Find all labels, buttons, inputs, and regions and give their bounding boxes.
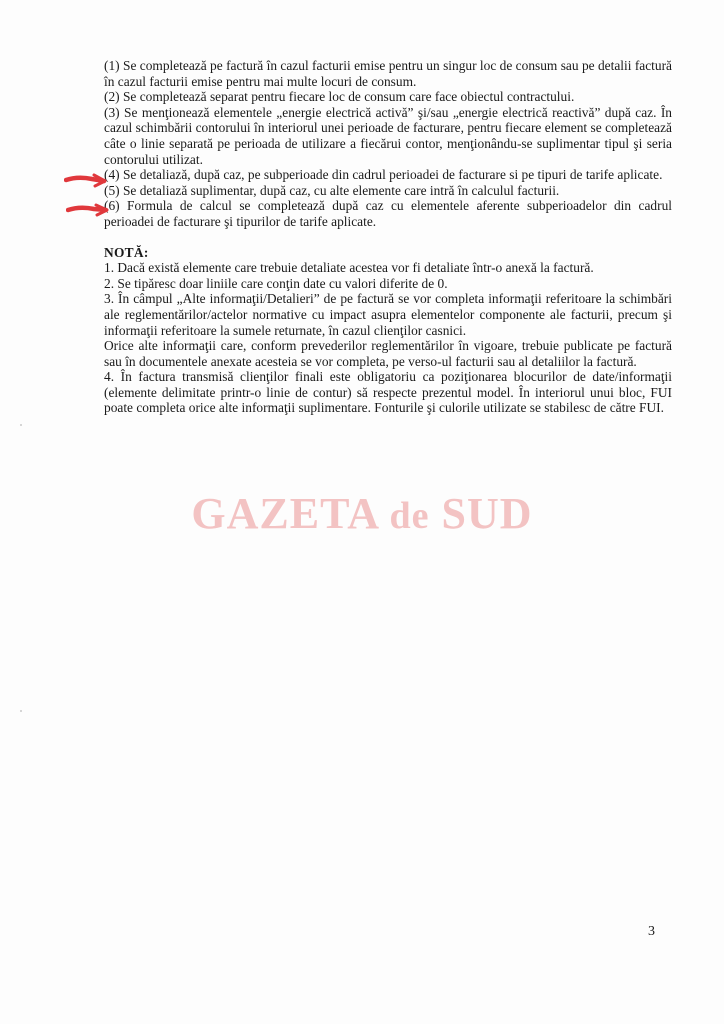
watermark-part-2: de [389,495,430,537]
footnote-6: (6) Formula de calcul se completează după caz cu elementele aferente subperioadelor din cadrul perioadei de facturare şi tipurilor de tarife aplicate. [104,198,672,229]
footnote-4: (4) Se detaliază, după caz, pe subperioade din cadrul perioadei de facturare si pe tipuri de tarife aplicate. [104,167,663,183]
nota-heading: NOTĂ: [104,244,149,260]
red-pen-arrow-icon [66,202,110,218]
nota-item-3: 3. În câmpul „Alte informaţii/Detalieri” de pe factură se vor completa informaţii referitoare la schimbări ale reglementărilor/actelor normative cu impact asupra elementelor componente ale facturii, precum şi informaţii referitoare la sumele returnate, în cazul clienţilor casnici. [104,291,672,338]
document-body [104,58,672,416]
watermark-part-3: SUD [441,489,533,538]
scan-speck [20,424,22,426]
nota-item-2: 2. Se tipăresc doar liniile care conţin date cu valori diferite de 0. [104,275,448,291]
nota-item-1: 1. Dacă există elemente care trebuie detaliate acestea vor fi detaliate într-o anexă la factură. [104,260,594,276]
footnote-1: (1) Se completează pe factură în cazul facturii emise pentru un singur loc de consum sau pe detalii factură în cazul facturii emise pentru mai multe locuri de consum. [104,58,672,89]
red-pen-arrow-icon [64,172,108,188]
nota-item-3-continued: Orice alte informaţii care, conform prevederilor reglementărilor în vigoare, trebuie publicate pe factură sau în documentele anexate acesteia se vor completa, pe verso-ul facturii sau al detaliilor la factură. [104,338,672,369]
footnote-3: (3) Se menţionează elementele „energie electrică activă” şi/sau „energie electrică reactivă” după caz. În cazul schimbării contorului în interiorul unei perioade de facturare, pentru fiecare element se completează câte o linie separată pe perioada de utilizare a fiecărui contor, menţionându-se suplimentar tipul şi seria contorului utilizat. [104,104,672,167]
watermark [0,488,724,539]
nota-item-4: 4. În factura transmisă clienţilor finali este obligatoriu ca poziţionarea blocurilor de date/informaţii (elemente delimitate printr-o linie de contur) să respecte prezentul model. În interiorul unui bloc, FUI poate completa orice alte informaţii suplimentare. Fonturile şi culorile utilizate se stabilesc de către FUI. [104,369,672,416]
watermark-part-1: GAZETA [191,489,378,538]
page-number: 3 [648,924,655,939]
footnote-5: (5) Se detaliază suplimentar, după caz, cu alte elemente care intră în calculul facturii. [104,182,560,198]
scan-speck [20,710,22,712]
footnote-2: (2) Se completează separat pentru fiecare loc de consum care face obiectul contractului. [104,89,575,105]
